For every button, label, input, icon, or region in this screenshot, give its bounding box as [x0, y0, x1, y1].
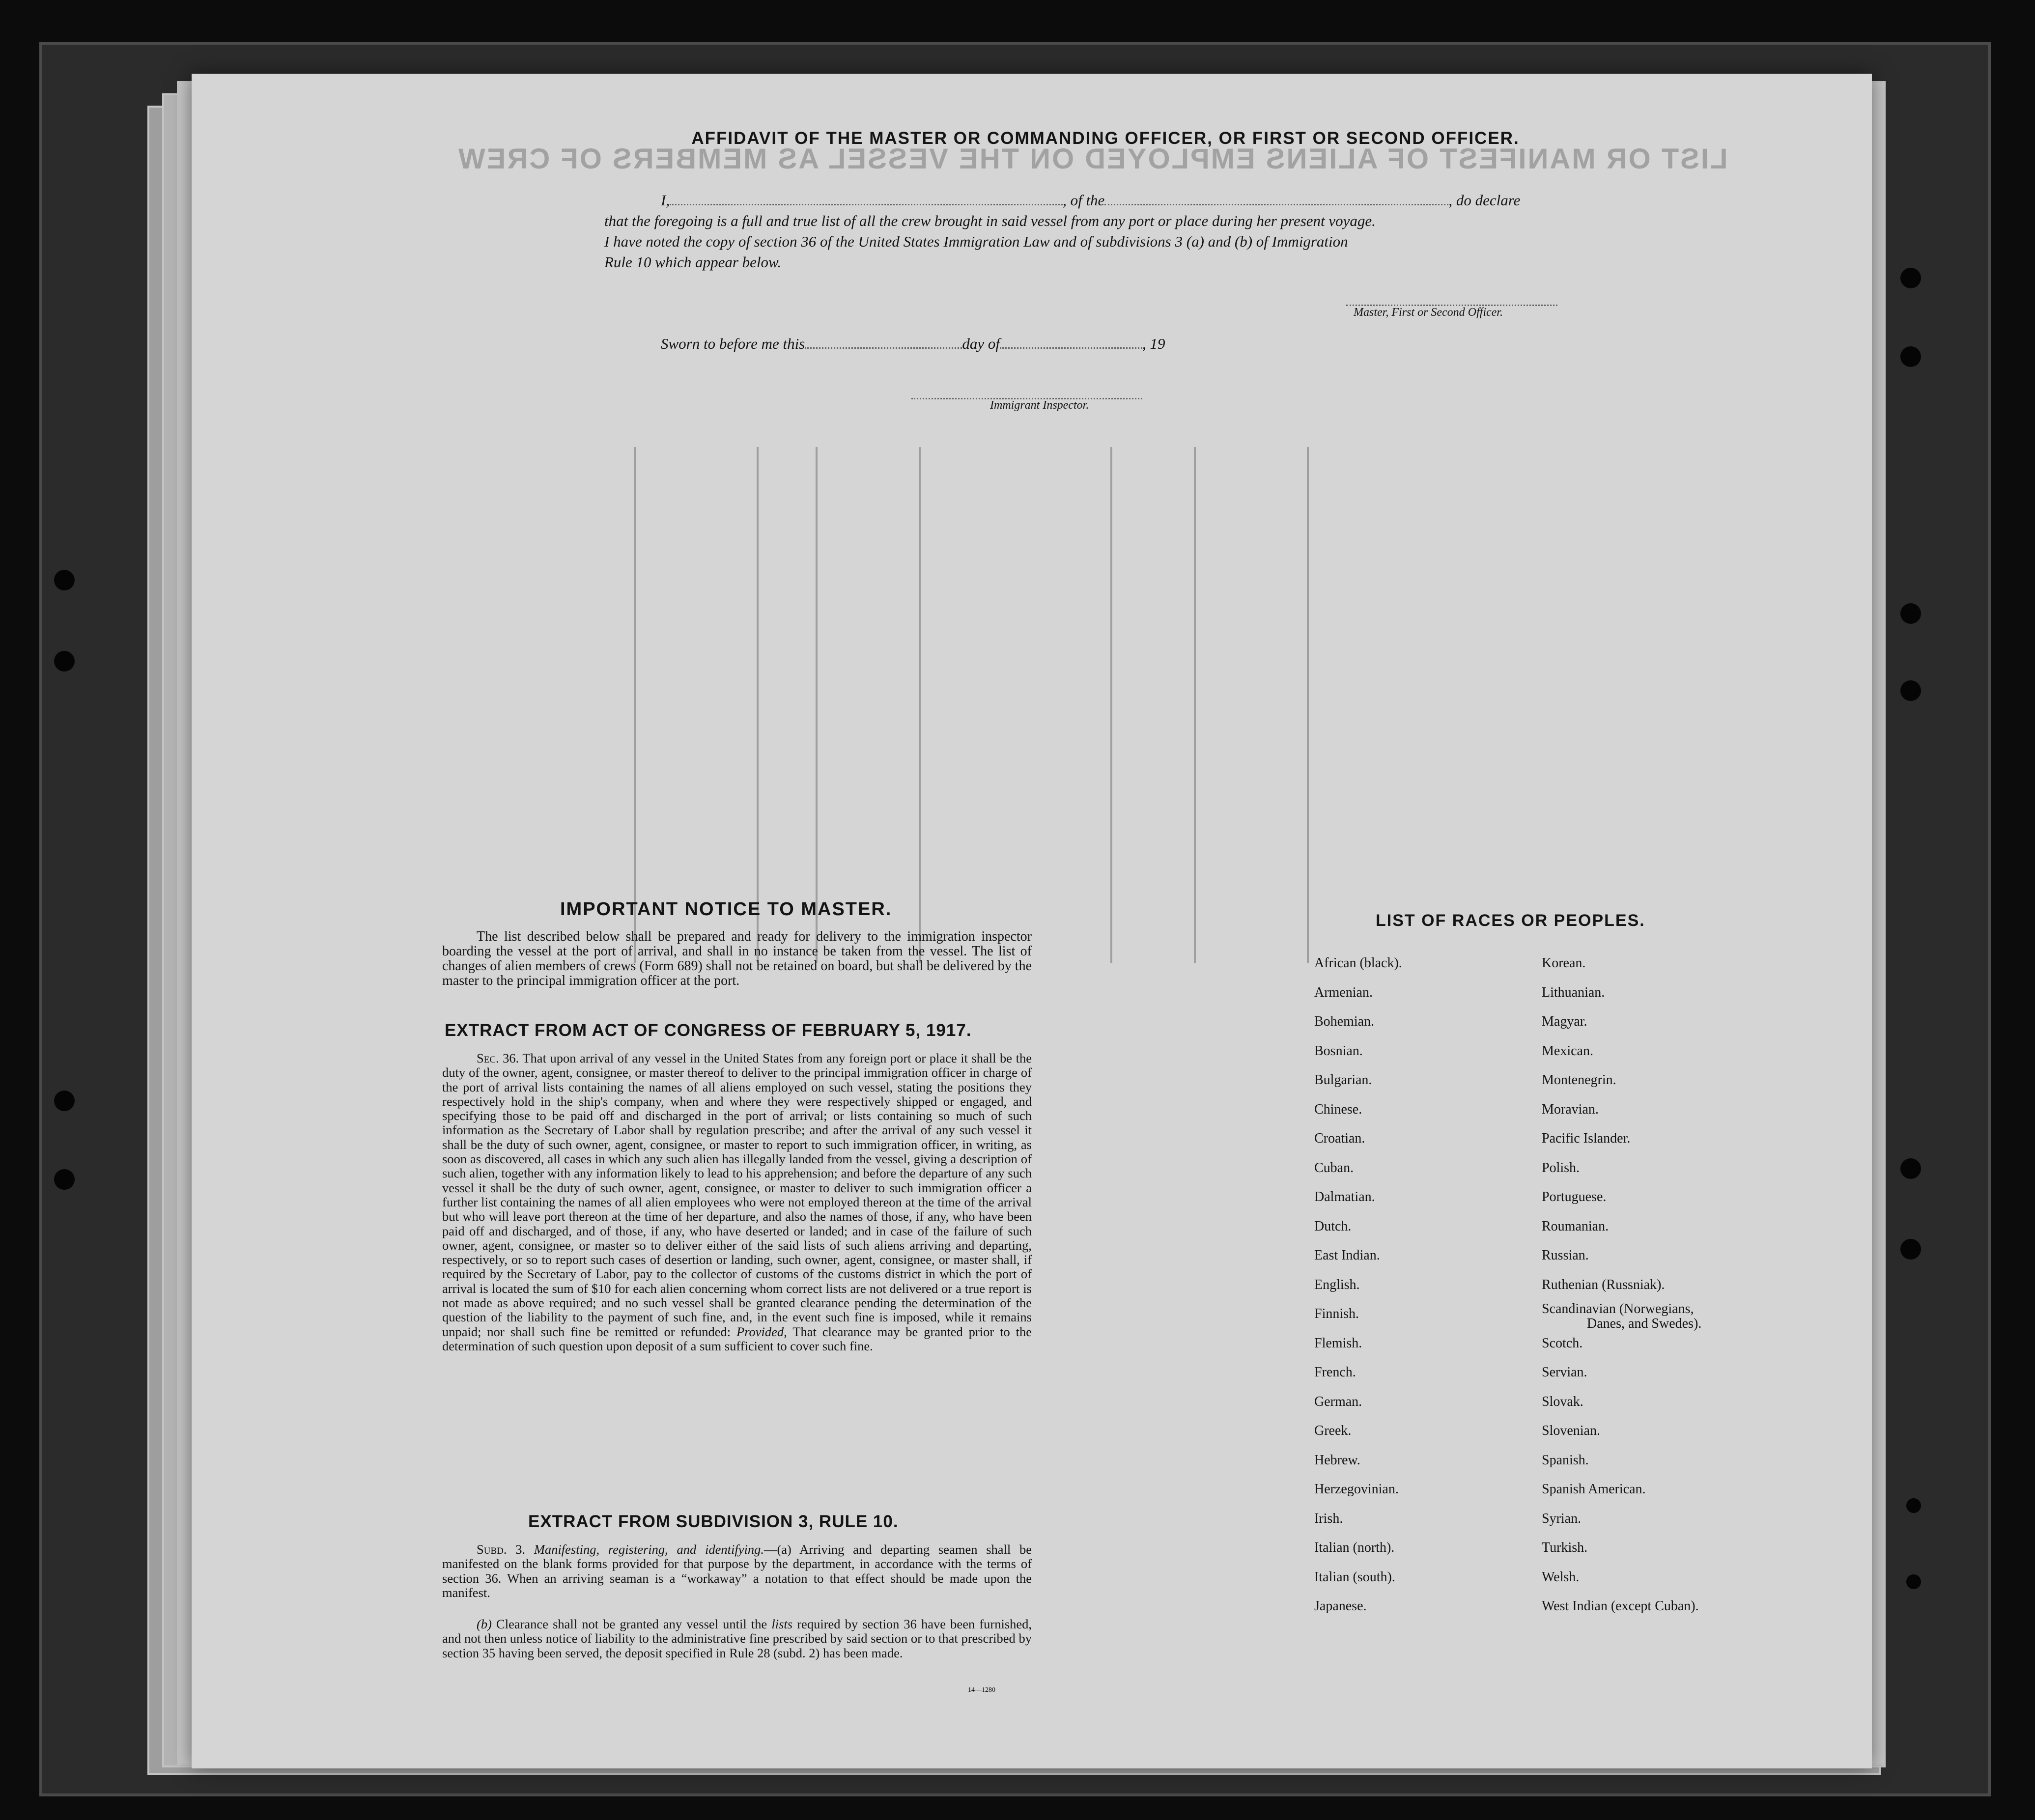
race-item: Ruthenian (Russniak).	[1542, 1277, 1665, 1292]
race-item: Lithuanian.	[1542, 984, 1605, 1000]
para-b-lists: lists	[771, 1617, 793, 1631]
subdivision-a-text	[442, 1542, 1032, 1600]
races-title: LIST OF RACES OR PEOPLES.	[1376, 911, 1645, 930]
para-b-text-1: Clearance shall not be granted any vessel until the	[496, 1617, 767, 1631]
race-item: Slovak.	[1542, 1394, 1583, 1409]
bleed-through-column-rule	[919, 447, 921, 963]
bleed-through-heading: LIST OR MANIFEST OF ALIENS EMPLOYED ON THE VESSEL AS MEMBERS OF CREW	[457, 143, 1728, 175]
race-item: Slovenian.	[1542, 1423, 1600, 1438]
para-a-marker: —(a)	[763, 1542, 791, 1557]
race-item: French.	[1314, 1365, 1356, 1380]
notice-title: IMPORTANT NOTICE TO MASTER.	[560, 899, 892, 920]
race-item: Dutch.	[1314, 1218, 1352, 1234]
provided-label: Provided,	[736, 1324, 787, 1339]
race-item: Scandinavian (Norwegians,	[1542, 1301, 1694, 1316]
vessel-blank	[1104, 192, 1448, 205]
race-item: Moravian.	[1542, 1101, 1599, 1117]
race-item: Bulgarian.	[1314, 1072, 1372, 1088]
race-item: Mexican.	[1542, 1043, 1593, 1059]
section-label: Sec. 36.	[477, 1051, 519, 1065]
sworn-text: Sworn to before me this	[661, 335, 805, 352]
year-prefix: , 19	[1142, 335, 1165, 352]
race-item: Magyar.	[1542, 1014, 1587, 1029]
para-b-marker: (b)	[477, 1617, 492, 1631]
race-item: Italian (north).	[1314, 1540, 1395, 1555]
race-item: Korean.	[1542, 955, 1586, 971]
race-item: Finnish.	[1314, 1306, 1359, 1321]
race-item: Scotch.	[1542, 1335, 1583, 1351]
binder-hole	[54, 1091, 75, 1111]
affidavit-line-1	[661, 192, 1520, 209]
race-item: Japanese.	[1314, 1598, 1367, 1614]
section-36-body: That upon arrival of any vessel in the United States from any foreign port or place it shall be the duty of the owner, agent, consignee, or master thereof to deliver to the principal immigration officer in charge of the port of arrival lists containing the names of all aliens employed on such vessel, stating the positions they respectively hold in the ship's company, when and where they were respectively shipped or engaged, and specifying those to be paid off and discharged in the port of arrival; or lists containing so much of such information as the Secretary of Labor shall by regulation prescribe; and after the arrival of any such vessel it shall be the duty of such owner, agent, consignee, or master to report to such immigration officer, in writing, as soon as discovered, all cases in which any such alien has illegally landed from the vessel, giving a description of such alien, together with any information likely to lead to his apprehension; and before the departure of any such vessel it shall be the duty of such owner, agent, consignee, or master to deliver to such immigration officer a further list containing the names of all alien employees who were not employed thereon at the time of the arrival but who will leave port thereon at the time of her departure, and also the names of those, if any, who have been paid off and discharged, and of those, if any, who have deserted or landed; and in case of the failure of such owner, agent, consignee, or master so to deliver either of the said lists of such aliens arriving and departing, respectively, or so to report such cases of desertion or landing, such owner, agent, consignee, or master shall, if required by the Secretary of Labor, pay to the collector of customs of the customs district in which the port of arrival is located the sum of $10 for each alien concerning whom correct lists are not delivered or a true report is not made as above required; and no such vessel shall be granted clearance pending the determination of the question of the liability to the payment of such fine, and, in the event such fine is imposed, while it remains unpaid; nor shall such fine be remitted or refunded:	[442, 1051, 1032, 1339]
day-blank	[805, 336, 962, 349]
binder-hole	[1906, 1574, 1921, 1589]
race-item: West Indian (except Cuban).	[1542, 1598, 1699, 1614]
race-item: Greek.	[1314, 1423, 1352, 1438]
para-b-text-2: required by section 36 have been furnished, and not then unless notice of liability to the administrative fine prescribed by said section or to that prescribed by section 35 having been served, the deposit specified in Rule 28 (subd. 2) has been made.	[442, 1617, 1032, 1660]
race-item: Flemish.	[1314, 1335, 1362, 1351]
race-item: Dalmatian.	[1314, 1189, 1375, 1204]
subd-heading: Manifesting, registering, and identifying.	[534, 1542, 764, 1557]
binder-hole	[1900, 1239, 1921, 1260]
binder-hole	[1900, 603, 1921, 624]
section-36-end: That clearance may be granted prior to the determination of such question upon deposit of a sum sufficient to cover such fine.	[442, 1324, 1032, 1353]
race-item: Servian.	[1542, 1365, 1587, 1380]
binder-hole	[54, 1169, 75, 1190]
subd-label: Subd. 3.	[477, 1542, 526, 1557]
race-item: Russian.	[1542, 1248, 1589, 1263]
section-36-text	[442, 1051, 1032, 1353]
race-item: Chinese.	[1314, 1101, 1362, 1117]
sworn-line	[661, 335, 1165, 353]
affidavit-i: I,	[661, 192, 670, 209]
race-item: Turkish.	[1542, 1540, 1588, 1555]
bleed-through-column-rule	[1307, 447, 1309, 963]
form-number: 14—1280	[968, 1686, 995, 1694]
binder-hole	[1906, 1498, 1921, 1513]
race-item: Polish.	[1542, 1160, 1580, 1176]
subdivision-b-text	[442, 1617, 1032, 1660]
affidavit-line-4: Rule 10 which appear below.	[604, 253, 782, 271]
race-item: Roumanian.	[1542, 1218, 1609, 1234]
race-item: German.	[1314, 1394, 1362, 1409]
affidavit-title: AFFIDAVIT OF THE MASTER OR COMMANDING OFFICER, OR FIRST OR SECOND OFFICER.	[691, 129, 1520, 148]
bleed-through-column-rule	[757, 447, 759, 963]
binder-hole	[1900, 346, 1921, 367]
race-item: Bosnian.	[1314, 1043, 1363, 1059]
race-item: Portuguese.	[1542, 1189, 1607, 1204]
race-item: Spanish.	[1542, 1452, 1589, 1468]
binder-hole	[54, 570, 75, 590]
inspector-label: Immigrant Inspector.	[990, 399, 1089, 412]
bleed-through-column-rule	[816, 447, 818, 963]
binder-hole	[1900, 268, 1921, 288]
bleed-through-column-rule	[634, 447, 636, 963]
race-item: Montenegrin.	[1542, 1072, 1616, 1088]
race-item: Syrian.	[1542, 1511, 1582, 1526]
notice-text: The list described below shall be prepared and ready for delivery to the immigration inspector boarding the vessel at the port of arrival, and shall in no instance be taken from the vessel. The list of changes of alien members of crews (Form 689) shall not be retained on board, but shall be delivered by the master to the principal immigration officer at the port.	[442, 929, 1032, 988]
bleed-through-column-rule	[1110, 447, 1112, 963]
month-blank	[1000, 336, 1142, 349]
race-item: Armenian.	[1314, 984, 1373, 1000]
binder-hole	[1900, 1158, 1921, 1179]
race-item: Irish.	[1314, 1511, 1343, 1526]
race-item: Croatian.	[1314, 1131, 1365, 1146]
race-item: Bohemian.	[1314, 1014, 1375, 1029]
race-item: English.	[1314, 1277, 1360, 1292]
affidavit-line-3: I have noted the copy of section 36 of the United States Immigration Law and of subdivisions 3 (a) and (b) of Immigration	[604, 233, 1348, 250]
race-item: East Indian.	[1314, 1248, 1380, 1263]
race-item: Pacific Islander.	[1542, 1131, 1631, 1146]
race-item: Herzegovinian.	[1314, 1482, 1399, 1497]
race-item: Italian (south).	[1314, 1569, 1395, 1585]
master-signature-label: Master, First or Second Officer.	[1354, 306, 1503, 319]
para-a-text: Arriving and departing seamen shall be manifested on the blank forms provided for that purpose by the department, in accordance with the terms of section 36. When an arriving seaman is a “workaway” a notation to that effect should be made upon the manifest.	[442, 1542, 1032, 1600]
affidavit-line-2: that the foregoing is a full and true list of all the crew brought in said vessel from any port or place during her present voyage.	[604, 212, 1376, 229]
day-of: day of	[962, 335, 1000, 352]
name-blank	[670, 192, 1063, 205]
extract-rule-title: EXTRACT FROM SUBDIVISION 3, RULE 10.	[528, 1512, 899, 1531]
race-item: Hebrew.	[1314, 1452, 1360, 1468]
extract-act-title: EXTRACT FROM ACT OF CONGRESS OF FEBRUARY 5, 1917.	[445, 1021, 972, 1040]
race-item: Spanish American.	[1542, 1482, 1646, 1497]
bleed-through-column-rule	[1194, 447, 1196, 963]
race-item: Cuban.	[1314, 1160, 1354, 1176]
race-item: Welsh.	[1542, 1569, 1580, 1585]
binder-hole	[54, 651, 75, 672]
race-item: Danes, and Swedes).	[1587, 1316, 1702, 1331]
race-item: African (black).	[1314, 955, 1402, 971]
affidavit-of-the: , of the	[1063, 192, 1105, 209]
affidavit-declare: , do declare	[1448, 192, 1521, 209]
binder-hole	[1900, 680, 1921, 701]
